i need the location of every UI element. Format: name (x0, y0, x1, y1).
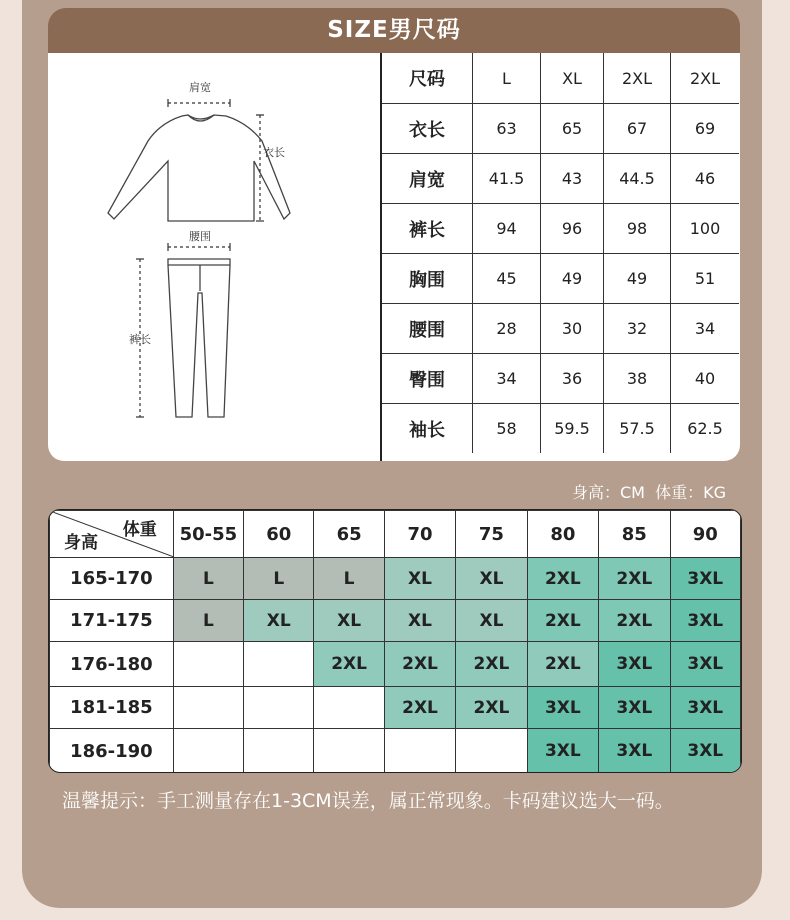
recommend-cell: XL (384, 558, 455, 600)
height-label: 165-170 (50, 558, 174, 600)
weight-col-header: 75 (456, 511, 527, 558)
recommend-cell: 3XL (527, 687, 598, 729)
recommend-cell: XL (384, 600, 455, 642)
recommend-cell: 2XL (599, 558, 670, 600)
size-col-header: 2XL (671, 53, 740, 104)
size-cell: 49 (604, 254, 671, 304)
recommend-cell: 2XL (456, 687, 527, 729)
size-cell: 69 (671, 104, 740, 154)
size-row (382, 304, 739, 354)
corner-height-label: 身高 (64, 533, 98, 553)
recommend-cell: 3XL (599, 729, 670, 774)
weight-header-row (50, 511, 741, 558)
weight-row (50, 729, 741, 774)
units-note: 身高：CM 体重：KG (571, 483, 726, 502)
weight-col-header: 85 (599, 511, 670, 558)
recommend-cell: 3XL (670, 687, 741, 729)
recommend-cell (244, 687, 314, 729)
size-cell: 46 (671, 154, 740, 204)
size-row-label: 臀围 (382, 354, 473, 404)
recommend-cell (384, 729, 455, 774)
recommend-cell: 2XL (527, 642, 598, 687)
recommend-cell: L (173, 558, 243, 600)
recommend-cell: 3XL (670, 558, 741, 600)
size-cell: 40 (671, 354, 740, 404)
size-row-label: 裤长 (382, 204, 473, 254)
size-cell: 36 (541, 354, 604, 404)
size-row-label: 袖长 (409, 419, 445, 441)
weight-col-header: 80 (527, 511, 598, 558)
recommend-cell: XL (314, 600, 384, 642)
size-cell: 57.5 (604, 404, 671, 454)
weight-row (50, 600, 741, 642)
pants-length-label: 裤长 (129, 333, 151, 346)
height-label: 186-190 (50, 729, 174, 774)
size-row-label: 腰围 (382, 304, 473, 354)
size-cell: 32 (604, 304, 671, 354)
size-cell: 65 (541, 104, 604, 154)
size-cell: 38 (604, 354, 671, 404)
recommend-cell (314, 729, 384, 774)
size-row (382, 354, 739, 404)
size-row (382, 204, 739, 254)
recommend-cell (173, 687, 243, 729)
size-col-header: L (473, 53, 541, 104)
recommend-cell: 3XL (599, 642, 670, 687)
size-cell: 34 (473, 354, 541, 404)
size-cell: 51 (671, 254, 740, 304)
size-row-label: 胸围 (382, 254, 473, 304)
recommend-cell (244, 729, 314, 774)
recommend-cell: 2XL (456, 642, 527, 687)
recommend-cell: XL (456, 558, 527, 600)
size-cell: 28 (473, 304, 541, 354)
recommend-cell: 2XL (527, 600, 598, 642)
recommend-cell (244, 642, 314, 687)
page-title: SIZE男尺码 (48, 8, 740, 53)
size-row (382, 254, 739, 304)
recommend-cell: L (173, 600, 243, 642)
weight-height-table (49, 510, 741, 773)
shoulder-measure (168, 99, 230, 107)
size-cell: 62.5 (671, 404, 740, 454)
size-col-header: 尺码 (382, 53, 473, 104)
size-cell: 43 (541, 154, 604, 204)
recommend-cell: 2XL (314, 642, 384, 687)
recommend-cell: XL (244, 600, 314, 642)
recommend-cell: L (314, 558, 384, 600)
weight-col-header: 50-55 (173, 511, 243, 558)
recommend-cell (173, 642, 243, 687)
recommend-cell: 2XL (384, 687, 455, 729)
size-cell: 63 (473, 104, 541, 154)
size-row (382, 104, 739, 154)
recommend-cell (456, 729, 527, 774)
size-cell: 58 (473, 404, 541, 454)
recommend-cell: 3XL (670, 600, 741, 642)
size-cell: 100 (671, 204, 740, 254)
size-cell: 41.5 (473, 154, 541, 204)
corner-weight-label: 体重 (122, 520, 157, 540)
waist-label: 腰围 (189, 230, 211, 243)
height-label: 181-185 (50, 687, 174, 729)
size-row-label: 衣长 (382, 104, 473, 154)
recommend-cell: 2XL (384, 642, 455, 687)
size-cell: 45 (473, 254, 541, 304)
corner-cell (50, 511, 174, 558)
size-panel (48, 53, 740, 461)
weight-col-header: 60 (244, 511, 314, 558)
shoulder-label: 肩宽 (189, 81, 211, 94)
size-row (382, 154, 739, 204)
size-table (382, 53, 739, 453)
size-col-header: XL (541, 53, 604, 104)
size-row-label: 肩宽 (382, 154, 473, 204)
recommend-cell: L (244, 558, 314, 600)
size-cell: 49 (541, 254, 604, 304)
recommend-cell: 3XL (599, 687, 670, 729)
size-header-row (382, 53, 739, 104)
weight-row (50, 687, 741, 729)
size-cell: 98 (604, 204, 671, 254)
weight-row (50, 642, 741, 687)
recommend-cell (173, 729, 243, 774)
size-cell: 30 (541, 304, 604, 354)
size-cell: 34 (671, 304, 740, 354)
recommend-cell (314, 687, 384, 729)
size-cell: 59.5 (541, 404, 604, 454)
size-col-header: 2XL (604, 53, 671, 104)
size-cell: 44.5 (604, 154, 671, 204)
height-label: 171-175 (50, 600, 174, 642)
recommend-cell: 3XL (670, 642, 741, 687)
garment-illustration (48, 53, 380, 461)
weight-col-header: 90 (670, 511, 741, 558)
length-label: 衣长 (263, 146, 285, 159)
size-cell: 67 (604, 104, 671, 154)
tip-note: 温馨提示：手工测量存在1-3CM误差，属正常现象。卡码建议选大一码。 (62, 790, 674, 812)
size-cell: 94 (473, 204, 541, 254)
weight-col-header: 65 (314, 511, 384, 558)
height-label: 176-180 (50, 642, 174, 687)
recommend-cell: 2XL (599, 600, 670, 642)
weight-row (50, 558, 741, 600)
shirt-drawing (108, 115, 290, 221)
waist-measure (168, 243, 230, 251)
size-cell: 96 (541, 204, 604, 254)
recommend-cell: 3XL (527, 729, 598, 774)
size-row (382, 404, 739, 454)
weight-height-table-frame (48, 509, 742, 773)
recommend-cell: 2XL (527, 558, 598, 600)
recommend-cell: XL (456, 600, 527, 642)
recommend-cell: 3XL (670, 729, 741, 774)
weight-col-header: 70 (384, 511, 455, 558)
pants-drawing (168, 259, 230, 417)
